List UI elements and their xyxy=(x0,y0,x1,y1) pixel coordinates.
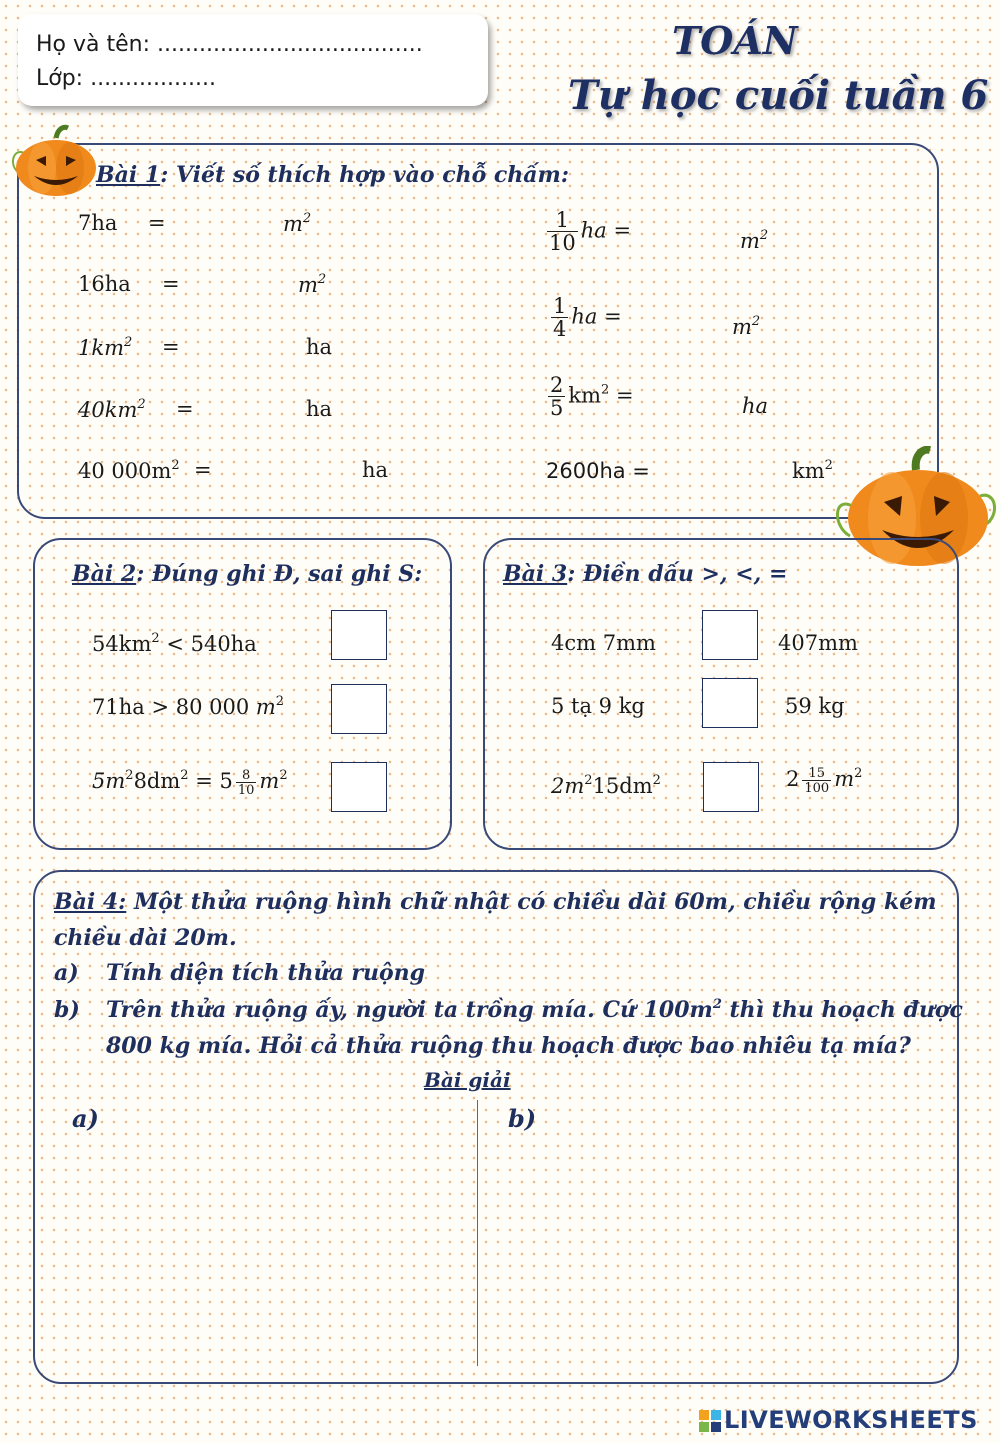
expr-a-sup: 2 xyxy=(125,768,134,783)
expr-a-sup: 2 xyxy=(584,773,593,788)
b1-l3-eq: = xyxy=(162,335,180,359)
b-text-2: thì thu hoạch được xyxy=(721,997,963,1023)
b1-l1-lhs: 7ha xyxy=(78,211,118,235)
b1-l2-unit xyxy=(298,272,326,297)
name-class-box xyxy=(18,14,488,106)
b-text-sup: 2 xyxy=(712,997,722,1012)
lhs-sup: 2 xyxy=(124,335,133,350)
b1-l2-lhs: 16ha xyxy=(78,272,131,296)
bai4-b-text xyxy=(106,997,963,1023)
answer-box[interactable] xyxy=(702,678,758,728)
bai4-label: Bài 4: xyxy=(54,889,127,915)
expr-a-sup: 2 xyxy=(151,631,160,646)
numerator: 2 xyxy=(550,373,564,397)
unit-sup: 2 xyxy=(824,458,833,473)
expr-b-sup: 2 xyxy=(180,768,189,783)
eq-sign: = xyxy=(615,383,634,408)
expr-d-sup: 2 xyxy=(279,768,288,783)
bai4-b-marker: b) xyxy=(54,997,80,1023)
b1-l4-lhs xyxy=(78,397,146,422)
unit-sup: 2 xyxy=(759,228,769,243)
b3-row2-right: 59 kg xyxy=(785,694,845,718)
b1-r4-lhs: 2600ha = xyxy=(546,459,650,483)
denominator: 10 xyxy=(549,231,576,255)
bai2-text: : Đúng ghi Đ, sai ghi S: xyxy=(136,561,423,587)
name-line[interactable]: Họ và tên: ...................................... xyxy=(36,32,423,57)
lhs-sup: 2 xyxy=(171,458,180,473)
b1-l5-lhs xyxy=(78,458,180,483)
denominator: 4 xyxy=(553,317,567,341)
bai4-line2: chiều dài 20m. xyxy=(54,925,237,951)
b1-l1-eq: = xyxy=(148,211,166,235)
fraction xyxy=(548,375,565,419)
numerator: 15 xyxy=(808,765,826,781)
b1-l5-unit: ha xyxy=(362,458,389,482)
b3-row3-left xyxy=(551,773,661,798)
denominator: 5 xyxy=(550,396,564,420)
b1-l5-eq: = xyxy=(194,458,212,482)
expr-b-sup: 2 xyxy=(275,694,285,709)
lhs-text: 40 000m xyxy=(78,459,172,483)
expr-c: = 5 xyxy=(188,769,233,793)
bai4-line1 xyxy=(54,889,937,915)
b3-row2-left: 5 tạ 9 kg xyxy=(551,694,645,718)
b-text-unit: m xyxy=(689,997,713,1023)
unit-text: m xyxy=(740,229,760,253)
liveworksheets-brand: LIVEWORKSHEETS xyxy=(724,1406,978,1434)
b-text-1: Trên thửa ruộng ấy, người ta trồng mía. Cứ 100 xyxy=(106,997,690,1023)
answer-a-label: a) xyxy=(72,1104,99,1133)
answer-box[interactable] xyxy=(331,610,387,660)
page-title: TOÁN xyxy=(672,18,798,63)
unit-text: m xyxy=(732,315,752,339)
unit-text: m xyxy=(283,212,303,236)
page-subtitle: Tự học cuối tuần 6 xyxy=(568,72,989,119)
numerator: 1 xyxy=(555,208,570,232)
b3-row1-left: 4cm 7mm xyxy=(551,631,656,655)
lhs-text: 40km xyxy=(78,398,138,422)
pumpkin-icon xyxy=(6,124,106,200)
class-line[interactable]: Lớp: .................. xyxy=(36,66,216,91)
solution-label: Bài giải xyxy=(424,1068,511,1092)
unit-sup: 2 xyxy=(854,766,863,781)
b1-l3-lhs xyxy=(78,335,132,360)
bai3-label: Bài 3 xyxy=(503,561,568,587)
bai3-heading xyxy=(503,561,787,587)
bai4-a-text: Tính diện tích thửa ruộng xyxy=(106,960,426,986)
answer-a-area[interactable] xyxy=(60,1138,465,1363)
expr-a: 5m xyxy=(92,769,126,793)
b1-l2-eq: = xyxy=(162,272,180,296)
bai3-text: : Điền dấu >, <, = xyxy=(567,561,788,587)
b1-l4-eq: = xyxy=(176,397,194,421)
denominator: 10 xyxy=(237,782,255,798)
bai1-text: : Viết số thích hợp vào chỗ chấm: xyxy=(160,162,569,188)
b1-l4-unit: ha xyxy=(306,397,333,421)
numerator: 8 xyxy=(242,767,251,783)
numerator: 1 xyxy=(553,294,567,318)
whole: 2 xyxy=(786,767,800,791)
lhs-text: ha = xyxy=(580,218,632,243)
answer-b-label: b) xyxy=(508,1104,537,1133)
bai4-text-1: Một thửa ruộng hình chữ nhật có chiều dài 60m, chiều rộng kém xyxy=(126,889,937,915)
answer-box[interactable] xyxy=(331,684,387,734)
fraction xyxy=(547,210,578,254)
expr-b: 8dm xyxy=(133,769,181,793)
unit-sup: 2 xyxy=(317,272,327,287)
unit-sup: 2 xyxy=(302,211,312,226)
unit-sup: 2 xyxy=(751,314,761,329)
b1-r4-unit xyxy=(792,458,833,483)
fraction xyxy=(802,767,831,795)
b3-row3-right xyxy=(786,766,862,795)
answer-divider xyxy=(477,1100,478,1366)
lhs-sup: 2 xyxy=(601,382,610,398)
expr-a: 71ha > 80 000 xyxy=(92,695,256,719)
b1-l1-unit xyxy=(283,211,311,236)
denominator: 100 xyxy=(804,780,830,796)
b2-row-3 xyxy=(92,768,288,797)
lhs-text: ha = xyxy=(571,304,622,329)
bai2-label: Bài 2 xyxy=(72,561,137,587)
lhs-sup: 2 xyxy=(137,397,146,412)
lhs-text: km xyxy=(568,383,602,408)
liveworksheets-logo-icon xyxy=(699,1410,721,1432)
b1-r2-lhs xyxy=(548,296,622,340)
answer-b-area[interactable] xyxy=(492,1138,932,1363)
expr-a: 54km xyxy=(92,632,152,656)
b1-l3-unit: ha xyxy=(306,335,333,359)
bai4-b-text-line2: 800 kg mía. Hỏi cả thửa ruộng thu hoạch được bao nhiêu tạ mía? xyxy=(106,1033,911,1059)
b2-row-2 xyxy=(92,694,284,719)
b1-r3-unit: ha xyxy=(742,394,769,418)
unit-text: km xyxy=(792,459,825,483)
bai2-heading xyxy=(72,561,422,587)
b1-r2-unit xyxy=(732,314,760,339)
unit-text: m xyxy=(298,273,318,297)
expr-a: 2m xyxy=(551,774,585,798)
expr-d: m xyxy=(259,769,280,793)
lhs-text: 1km xyxy=(78,336,124,360)
b1-r1-lhs xyxy=(544,210,631,254)
answer-box[interactable] xyxy=(331,762,387,812)
bai4-a-marker: a) xyxy=(54,960,79,986)
bai1-label: Bài 1 xyxy=(96,162,161,188)
b2-row-1 xyxy=(92,631,257,656)
bai1-heading xyxy=(96,162,569,188)
b1-r3-lhs xyxy=(545,375,634,419)
expr-b-sup: 2 xyxy=(652,773,661,788)
answer-box[interactable] xyxy=(702,610,758,660)
expr-b: m xyxy=(255,695,276,719)
b3-row1-right: 407mm xyxy=(778,631,858,655)
fraction xyxy=(236,769,257,797)
expr-b: 15dm xyxy=(592,774,653,798)
fraction xyxy=(551,296,568,340)
answer-box[interactable] xyxy=(703,762,759,812)
b1-r1-unit xyxy=(740,228,768,253)
b1-left-1 xyxy=(78,211,117,235)
unit-text: m xyxy=(834,767,855,791)
expr-b: < 540ha xyxy=(159,632,257,656)
